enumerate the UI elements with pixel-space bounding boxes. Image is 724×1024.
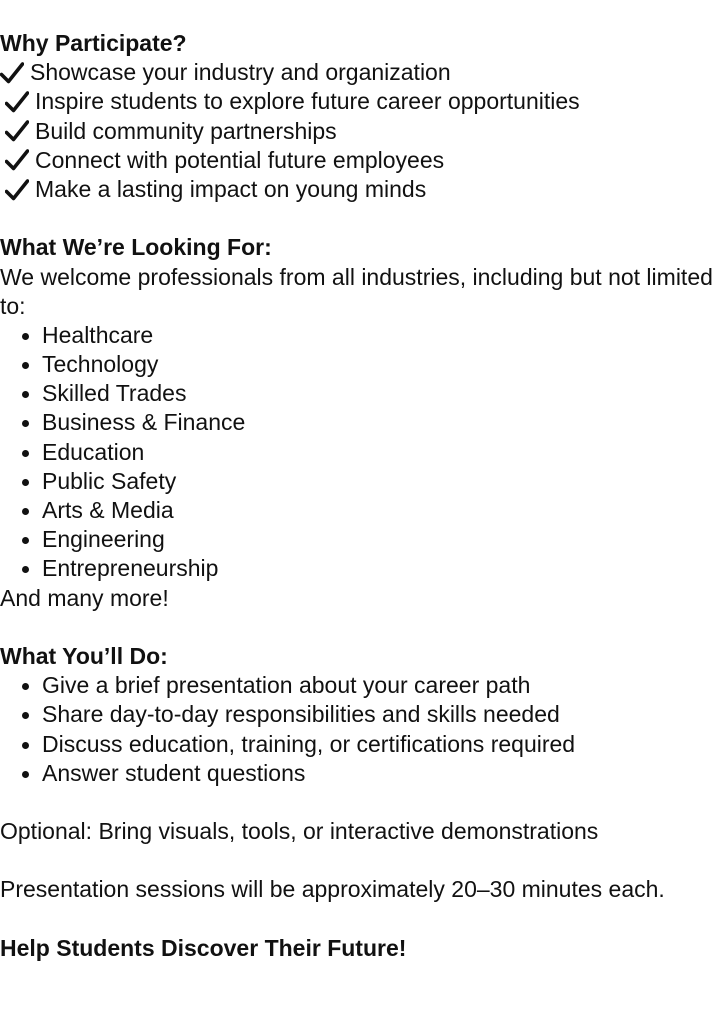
industry-list xyxy=(0,321,724,584)
why-item-label: Showcase your industry and organization xyxy=(30,59,451,86)
why-item-label: Make a lasting impact on young minds xyxy=(35,175,427,202)
bullet-dot-icon xyxy=(22,333,29,340)
duty-label: Share day-to-day responsibilities and skills needed xyxy=(42,701,560,728)
list-item xyxy=(0,671,724,700)
why-participate-heading: Why Participate? xyxy=(0,30,187,56)
why-item-label: Inspire students to explore future career opportunities xyxy=(35,88,580,115)
why-item xyxy=(0,87,724,116)
list-item xyxy=(0,350,724,379)
why-item-label: Connect with potential future employees xyxy=(35,146,445,173)
list-item xyxy=(0,408,724,437)
industry-label: Arts & Media xyxy=(42,497,174,524)
spacer xyxy=(0,846,724,875)
duty-label: Answer student questions xyxy=(42,759,306,786)
optional-note: Optional: Bring visuals, tools, or interactive demonstrations xyxy=(0,818,599,845)
sessions-note: Presentation sessions will be approximately 20–30 minutes each. xyxy=(0,876,665,903)
industry-label: Engineering xyxy=(42,526,165,553)
industry-label: Business & Finance xyxy=(42,409,246,436)
what-youll-do-heading: What You’ll Do: xyxy=(0,642,168,669)
check-mark-icon xyxy=(0,62,24,84)
duties-list xyxy=(0,671,724,788)
bullet-dot-icon xyxy=(22,566,29,573)
list-item xyxy=(0,438,724,467)
bullet-dot-icon xyxy=(22,771,29,778)
why-item-label: Build community partnerships xyxy=(35,117,337,144)
bullet-dot-icon xyxy=(22,508,29,515)
list-item xyxy=(0,379,724,408)
why-item xyxy=(0,146,724,175)
bullet-dot-icon xyxy=(22,450,29,457)
check-mark-icon xyxy=(5,120,29,142)
looking-for-heading: What We’re Looking For: xyxy=(0,234,272,261)
list-item xyxy=(0,759,724,788)
why-item xyxy=(0,58,724,87)
bullet-dot-icon xyxy=(22,362,29,369)
list-item xyxy=(0,525,724,554)
check-mark-icon xyxy=(5,91,29,113)
closing-heading: Help Students Discover Their Future! xyxy=(0,934,407,961)
list-item xyxy=(0,467,724,496)
industry-label: Entrepreneurship xyxy=(42,555,219,582)
bullet-dot-icon xyxy=(22,479,29,486)
spacer xyxy=(0,613,724,642)
bullet-dot-icon xyxy=(22,537,29,544)
bullet-dot-icon xyxy=(22,420,29,427)
why-item xyxy=(0,117,724,146)
list-item xyxy=(0,321,724,350)
list-item xyxy=(0,730,724,759)
industry-label: Education xyxy=(42,438,145,465)
why-item xyxy=(0,175,724,204)
bullet-dot-icon xyxy=(22,712,29,719)
check-mark-icon xyxy=(5,179,29,201)
check-mark-icon xyxy=(5,149,29,171)
spacer xyxy=(0,905,724,934)
duty-label: Give a brief presentation about your career path xyxy=(42,672,531,699)
industry-label: Technology xyxy=(42,351,159,378)
bullet-dot-icon xyxy=(22,742,29,749)
spacer xyxy=(0,204,724,233)
industry-label: Public Safety xyxy=(42,467,177,494)
list-item xyxy=(0,496,724,525)
bullet-dot-icon xyxy=(22,391,29,398)
spacer xyxy=(0,788,724,817)
industry-label: Skilled Trades xyxy=(42,380,187,407)
industry-label: Healthcare xyxy=(42,321,154,348)
list-item xyxy=(0,554,724,583)
looking-for-outro: And many more! xyxy=(0,584,169,611)
document-page xyxy=(0,29,724,963)
bullet-dot-icon xyxy=(22,683,29,690)
list-item xyxy=(0,700,724,729)
duty-label: Discuss education, training, or certifications required xyxy=(42,730,576,757)
looking-for-intro: We welcome professionals from all industries, including but not limited to: xyxy=(0,263,713,319)
